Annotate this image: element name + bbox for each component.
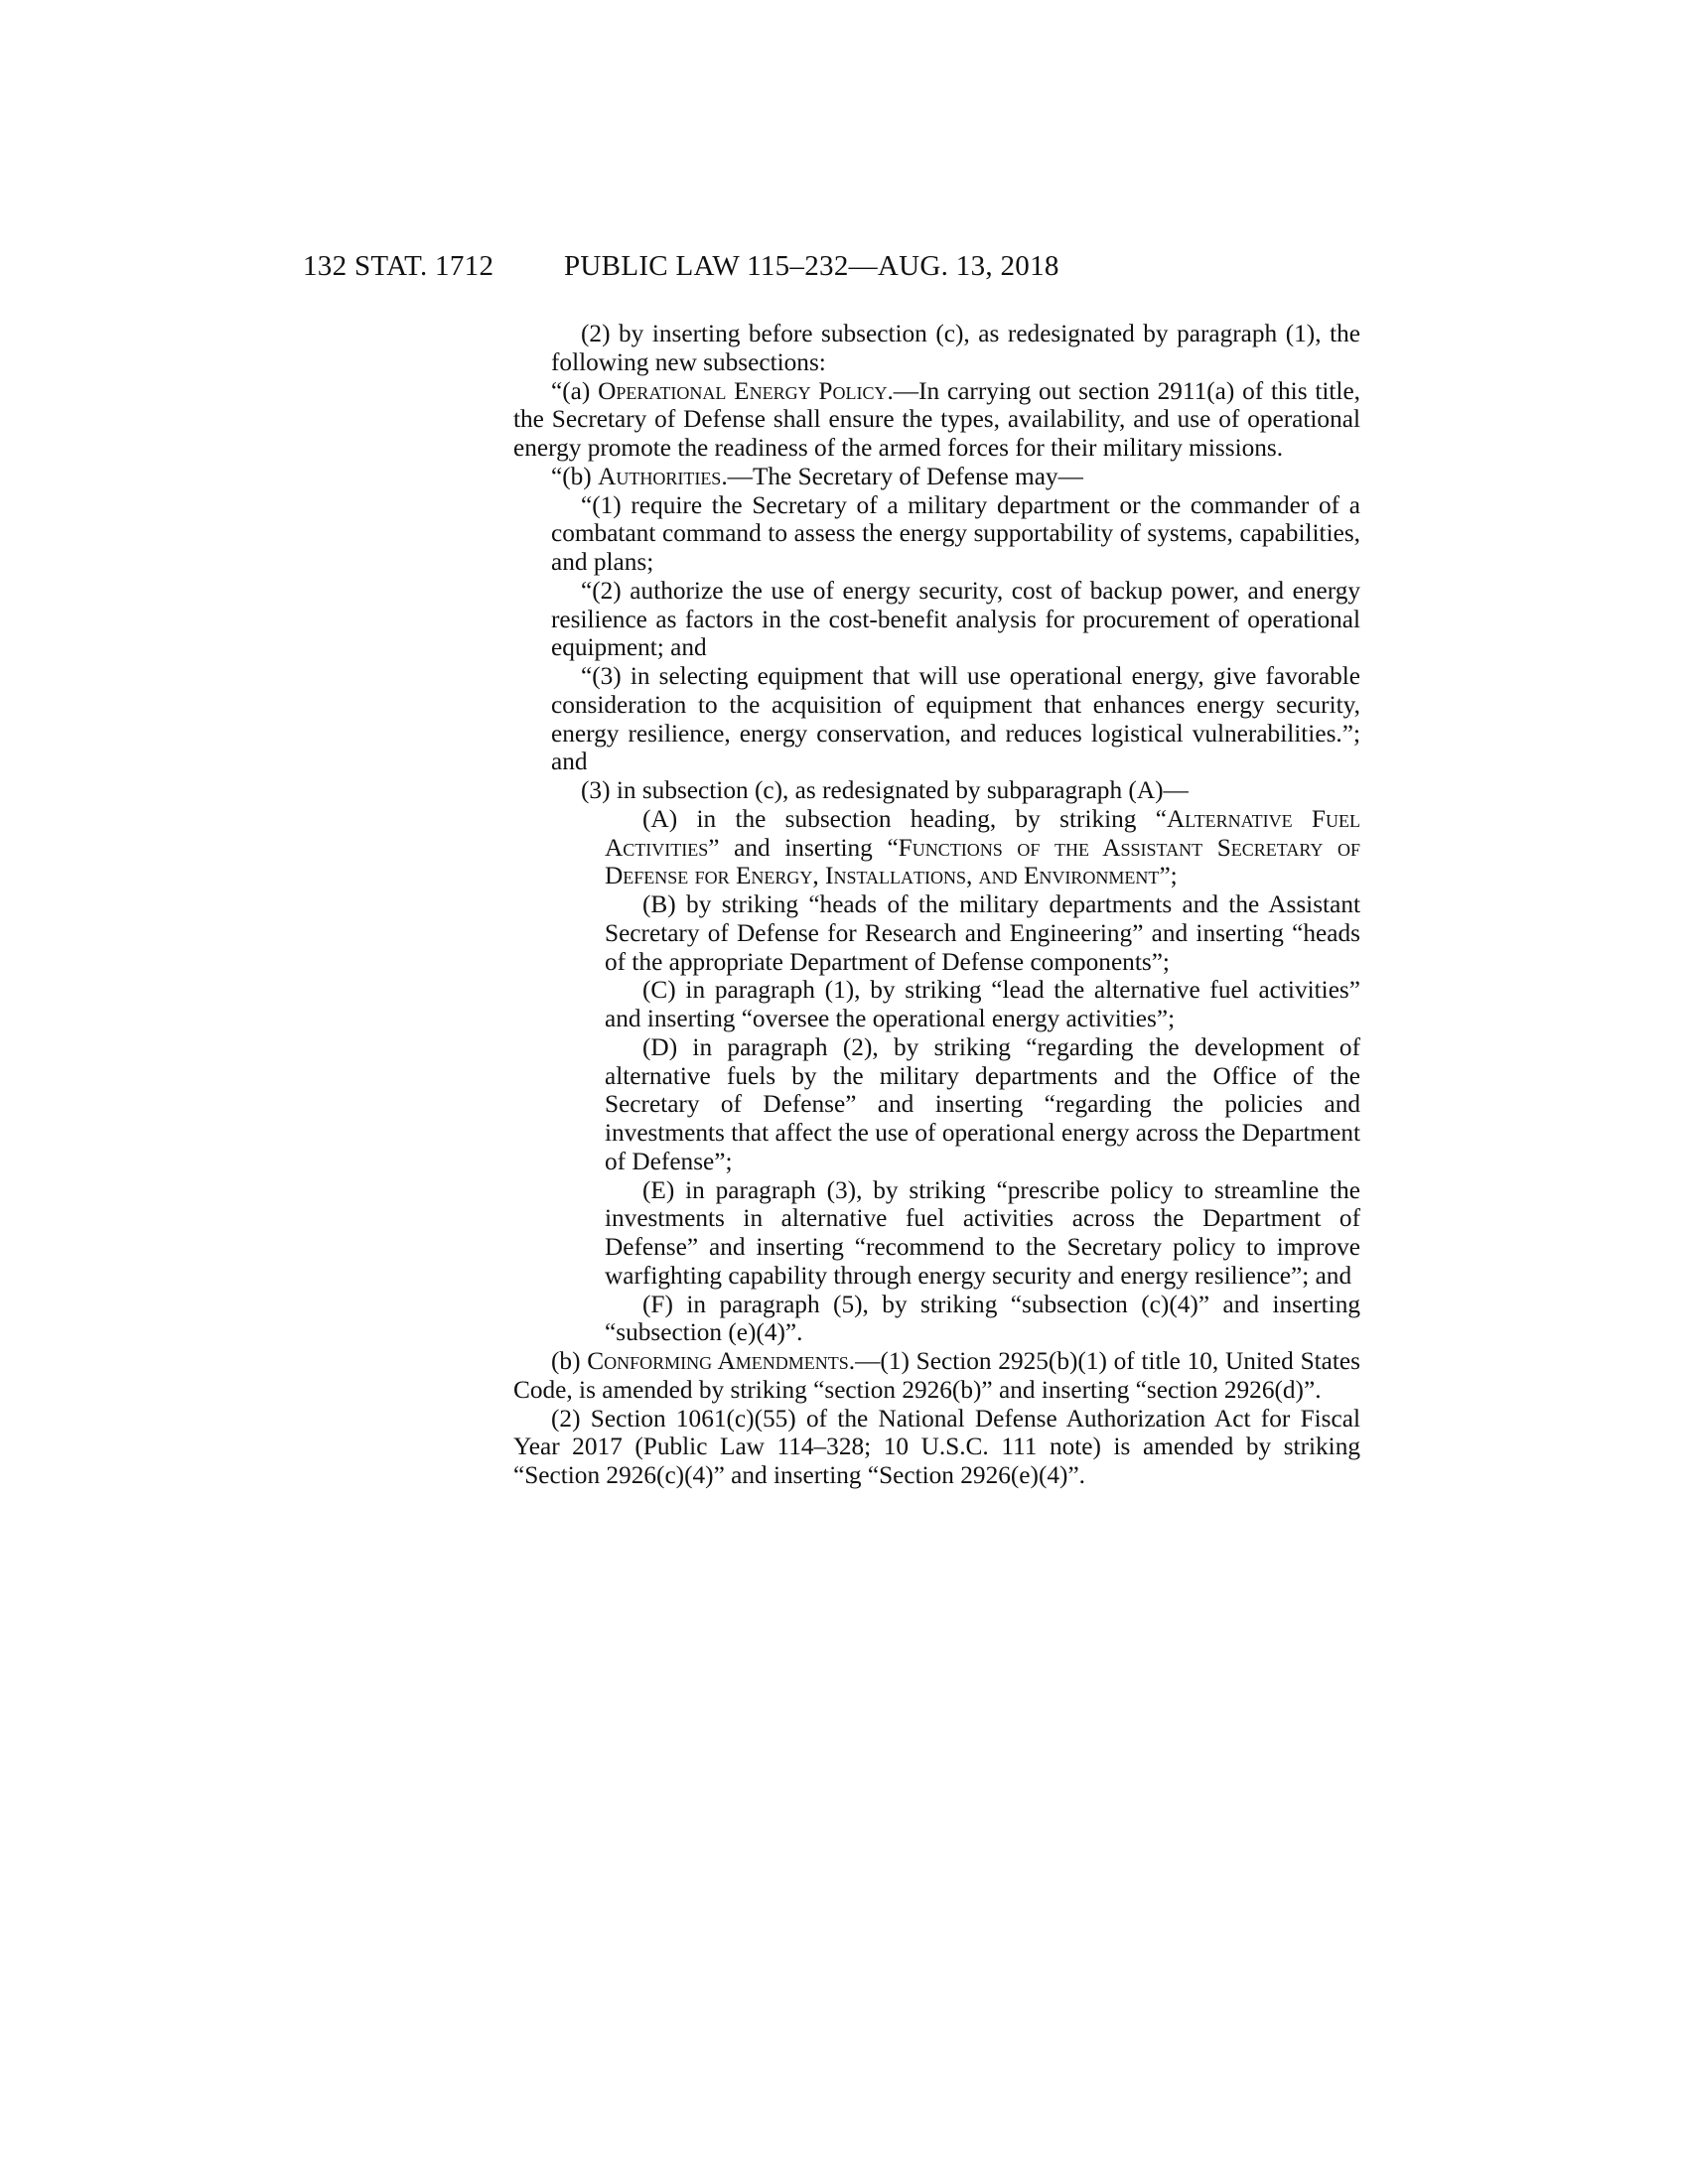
law-text-body — [513, 320, 1360, 1490]
subparagraph-a-text-3: ”; — [1159, 862, 1178, 890]
paragraph-2-inserting: (2) by inserting before subsection (c), as redesignated by paragraph (1), the following new subsections: — [551, 320, 1360, 376]
statute-page-reference: 132 STAT. 1712 — [303, 250, 494, 282]
conforming-amendments-2: (2) Section 1061(c)(55) of the National Defense Authorization Act for Fiscal Year 2017 (Public Law 114–328; 10 U.S.C. 111 note) is amended by striking “Section 2926(c)(4)” and inserting “Section 2926(e)(4)”. — [513, 1404, 1360, 1489]
subparagraph-a-text-2: ” and inserting “ — [708, 833, 899, 862]
subparagraph-f: (F) in paragraph (5), by striking “subsection (c)(4)” and inserting “subsection (e)(4)”. — [605, 1290, 1360, 1347]
subparagraph-a-struck-heading: Alternative Fuel Activities — [605, 804, 1360, 862]
subparagraph-e: (E) in paragraph (3), by striking “prescribe policy to streamline the investments in alternative fuel activities across the Department of Defense” and inserting “recommend to the Secretary policy to improve warfighting capability through energy security and energy resilience”; and — [605, 1175, 1360, 1290]
subparagraph-a-text-1: (A) in the subsection heading, by striking “ — [642, 804, 1168, 833]
subsection-a-heading: Operational Energy Policy — [598, 376, 888, 405]
subsection-b-text: .—The Secretary of Defense may— — [721, 462, 1083, 490]
subsection-a-text: .—In carrying out section 2911(a) of this title, the Secretary of Defense shall ensure the types, availability, and use of operational energy promote the readiness of the armed forces for their military missions. — [513, 376, 1360, 462]
conforming-amendments-1 — [513, 1347, 1360, 1405]
subparagraph-b: (B) by striking “heads of the military departments and the Assistant Secretary of Defense for Research and Engineering” and inserting “heads of the appropriate Department of Defense components”; — [605, 890, 1360, 976]
subparagraph-d: (D) in paragraph (2), by striking “regarding the development of alternative fuels by the military departments and the Office of the Secretary of Defense” and inserting “regarding the policies and investments that affect the use of operational energy across the Department of Defense”; — [605, 1032, 1360, 1175]
running-head-title: PUBLIC LAW 115–232—AUG. 13, 2018 — [564, 250, 1059, 282]
subsection-b-label: “(b) — [551, 462, 599, 490]
subsection-a-label: “(a) — [551, 376, 599, 405]
subparagraph-a-heading-change — [513, 805, 1360, 890]
conforming-text: .—(1) Section 2925(b)(1) of title 10, United States Code, is amended by striking “section 2926(b)” and inserting “section 2926(d)”. — [513, 1347, 1360, 1404]
subsection-b-authorities — [513, 463, 1360, 491]
authority-item-1: “(1) require the Secretary of a military department or the commander of a combatant command to assess the energy supportability of systems, capabilities, and plans; — [551, 490, 1360, 576]
subsection-b-heading: Authorities — [598, 462, 722, 490]
authority-item-3: “(3) in selecting equipment that will use operational energy, give favorable consideration to the acquisition of equipment that enhances energy security, energy resilience, energy conservation, and reduces logistical vulnerabilities.”; and — [551, 662, 1360, 776]
conforming-heading: Conforming Amendments — [587, 1347, 849, 1375]
paragraph-3-subsection-c: (3) in subsection (c), as redesignated by subparagraph (A)— — [581, 776, 1189, 804]
authority-item-2: “(2) authorize the use of energy security, cost of backup power, and energy resilience as factors in the cost-benefit analysis for procurement of operational equipment; and — [551, 576, 1360, 662]
subsection-a-operational-energy-policy — [513, 377, 1360, 463]
subparagraph-c: (C) in paragraph (1), by striking “lead the alternative fuel activities” and inserting “oversee the operational energy activities”; — [605, 976, 1360, 1032]
conforming-label: (b) — [551, 1347, 588, 1375]
subparagraph-a-new-heading: Functions of the Assistant Secretary of Defense for Energy, Installations, and Environment — [605, 833, 1360, 890]
